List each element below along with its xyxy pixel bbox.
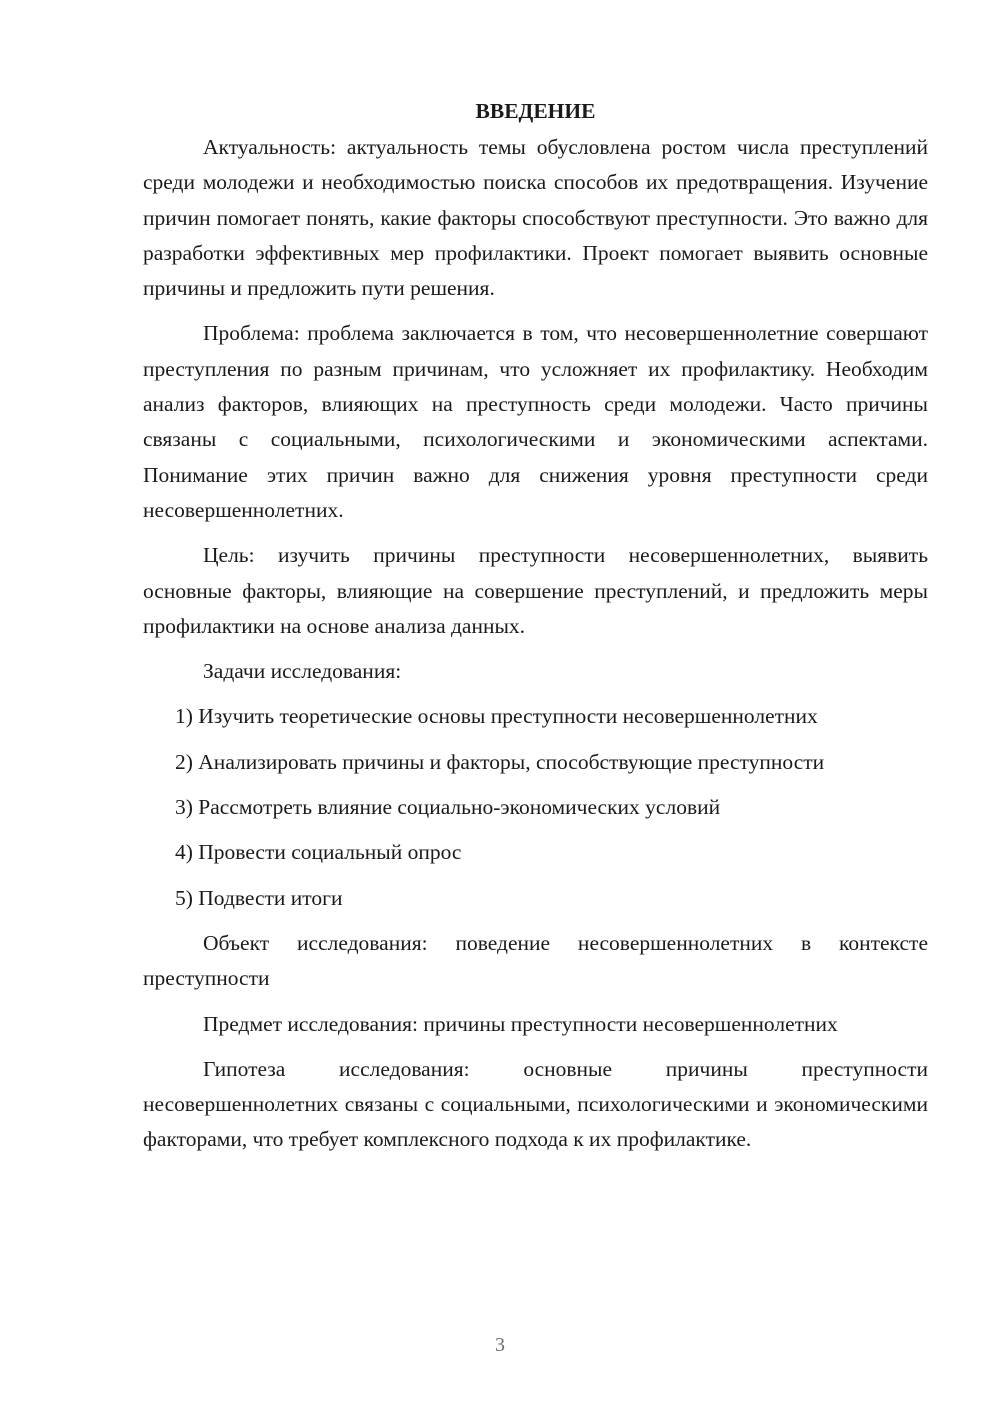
task-item-5: 5) Подвести итоги [175, 885, 343, 910]
problem-paragraph: Проблема: проблема заключается в том, что несовершеннолетние совершают преступления по разным причинам, что усложняет их профилактику. Необходим анализ факторов, влияющих на преступность среди молодежи. Часто причины связаны с социальными, психологическими и экономическими аспектами. Понимание этих причин важно для снижения уровня преступности среди несовершеннолетних. [143, 321, 928, 522]
task-item-3: 3) Рассмотреть влияние социально-экономических условий [175, 795, 721, 820]
object-paragraph: Объект исследования: поведение несовершеннолетних в контексте преступности [143, 930, 928, 991]
task-item-2: 2) Анализировать причины и факторы, способствующие преступности [175, 749, 825, 774]
page-number: 3 [495, 1334, 505, 1356]
tasks-heading: Задачи исследования: [203, 659, 402, 684]
page-title: ВВЕДЕНИЕ [475, 99, 596, 123]
document-page [143, 94, 928, 1168]
task-item-4: 4) Провести социальный опрос [175, 840, 462, 865]
relevance-paragraph: Актуальность: актуальность темы обусловлена ростом числа преступлений среди молодежи и необходимостью поиска способов их предотвращения. Изучение причин помогает понять, какие факторы способствуют преступности. Это важно для разработки эффективных мер профилактики. Проект помогает выявить основные причины и предложить пути решения. [143, 135, 928, 301]
hypothesis-paragraph: Гипотеза исследования: основные причины преступности несовершеннолетних связаны с социальными, психологическими и экономическими факторами, что требует комплексного подхода к их профилактике. [143, 1056, 928, 1152]
task-item-1: 1) Изучить теоретические основы преступности несовершеннолетних [175, 704, 818, 729]
subject-paragraph: Предмет исследования: причины преступности несовершеннолетних [203, 1011, 838, 1036]
goal-paragraph: Цель: изучить причины преступности несовершеннолетних, выявить основные факторы, влияющие на совершение преступлений, и предложить меры профилактики на основе анализа данных. [143, 543, 928, 638]
